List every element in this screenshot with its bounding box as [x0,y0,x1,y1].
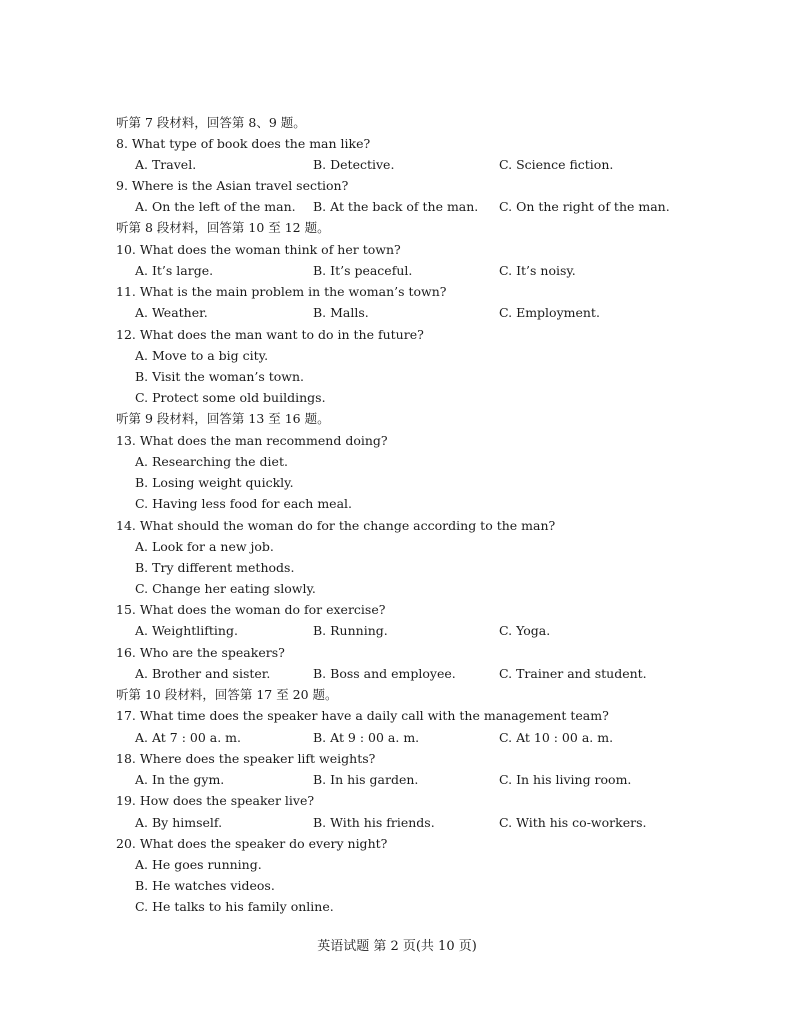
question-20-option-c: C. He talks to his family online. [135,899,334,914]
question-12-option-b: B. Visit the woman’s town. [135,369,305,384]
question-20-stem: 20. What does the speaker do every night? [116,836,388,851]
question-16-stem: 16. Who are the speakers? [116,645,285,660]
question-10-stem: 10. What does the woman think of her town? [116,242,401,257]
question-14-stem: 14. What should the woman do for the change according to the man? [116,518,556,533]
question-11-option-a: A. Weather. [135,305,208,320]
question-16-option-b: B. Boss and employee. [313,666,456,681]
question-16-option-c: C. Trainer and student. [499,666,647,681]
question-8-option-c: C. Science fiction. [499,157,614,172]
question-19-option-a: A. By himself. [135,815,223,830]
question-12-option-a: A. Move to a big city. [135,348,269,363]
section-heading-9: 听第 9 段材料，回答第 13 至 16 题。 [116,411,330,426]
question-15-stem: 15. What does the woman do for exercise? [116,602,386,617]
question-9-stem: 9. Where is the Asian travel section? [116,178,349,193]
question-10-option-c: C. It’s noisy. [499,263,576,278]
question-14-option-c: C. Change her eating slowly. [135,581,316,596]
question-11-stem: 11. What is the main problem in the woman’s town? [116,284,447,299]
question-13-option-a: A. Researching the diet. [135,454,288,469]
question-14-option-a: A. Look for a new job. [135,539,274,554]
question-12-option-c: C. Protect some old buildings. [135,390,326,405]
question-17-option-a: A. At 7 : 00 a. m. [135,730,241,745]
question-10-option-b: B. It’s peaceful. [313,263,413,278]
question-17-stem: 17. What time does the speaker have a daily call with the management team? [116,708,609,723]
question-9-option-c: C. On the right of the man. [499,199,670,214]
question-15-option-a: A. Weightlifting. [135,623,238,638]
question-10-option-a: A. It’s large. [135,263,214,278]
page-footer: 英语试题 第 2 页(共 10 页) [317,939,477,954]
question-18-option-a: A. In the gym. [135,772,225,787]
question-18-option-c: C. In his living room. [499,772,632,787]
question-9-option-a: A. On the left of the man. [135,199,296,214]
question-13-option-c: C. Having less food for each meal. [135,496,353,511]
question-18-stem: 18. Where does the speaker lift weights? [116,751,376,766]
question-19-option-b: B. With his friends. [313,815,435,830]
question-11-option-c: C. Employment. [499,305,600,320]
question-13-stem: 13. What does the man recommend doing? [116,433,388,448]
question-17-option-c: C. At 10 : 00 a. m. [499,730,614,745]
question-16-option-a: A. Brother and sister. [135,666,271,681]
section-heading-8: 听第 8 段材料，回答第 10 至 12 题。 [116,220,330,235]
section-heading-10: 听第 10 段材料，回答第 17 至 20 题。 [116,687,338,702]
question-20-option-a: A. He goes running. [135,857,262,872]
question-19-option-c: C. With his co-workers. [499,815,647,830]
section-heading-7: 听第 7 段材料，回答第 8、9 题。 [116,115,306,130]
question-14-option-b: B. Try different methods. [135,560,295,575]
question-11-option-b: B. Malls. [313,305,369,320]
question-18-option-b: B. In his garden. [313,772,419,787]
question-8-option-b: B. Detective. [313,157,395,172]
question-8-stem: 8. What type of book does the man like? [116,136,371,151]
question-20-option-b: B. He watches videos. [135,878,275,893]
question-13-option-b: B. Losing weight quickly. [135,475,294,490]
question-19-stem: 19. How does the speaker live? [116,793,315,808]
question-8-option-a: A. Travel. [135,157,197,172]
question-15-option-c: C. Yoga. [499,623,551,638]
question-12-stem: 12. What does the man want to do in the future? [116,327,424,342]
question-17-option-b: B. At 9 : 00 a. m. [313,730,420,745]
question-9-option-b: B. At the back of the man. [313,199,479,214]
question-15-option-b: B. Running. [313,623,388,638]
